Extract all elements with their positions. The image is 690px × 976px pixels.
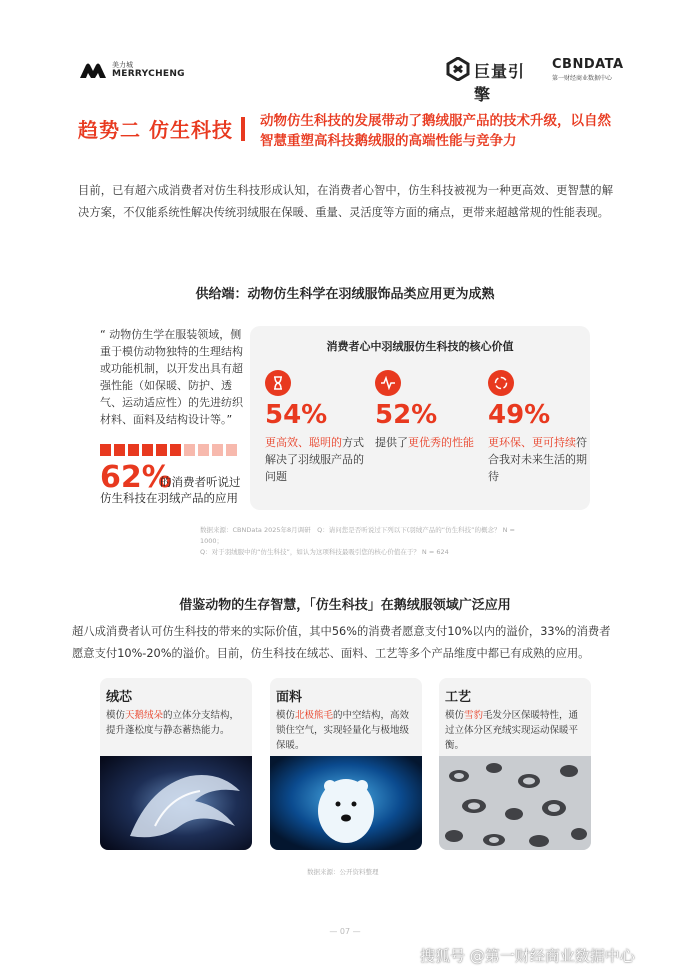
data-source: 数据来源：公开资料整理 xyxy=(307,868,379,876)
core-value-percent: 52% xyxy=(375,400,438,430)
application-card-down-core xyxy=(100,678,252,850)
filled-square xyxy=(170,444,181,456)
percent-squares xyxy=(100,444,250,458)
survey-footnote: 数据来源：CBNData 2025年8月调研 Q：请问您是否听说过下列以下(羽绒产品的“仿生科技”的概念？ N = 1000； Q：对于羽绒服中的“仿生科技”，如认为这项科技最吸引您的核心价值在于？ N = 624 xyxy=(200,526,515,556)
filled-square xyxy=(142,444,153,456)
merrycheng-cn: 美力城 xyxy=(112,61,133,69)
card-title: 绒芯 xyxy=(106,690,133,705)
filled-square xyxy=(100,444,111,456)
bionics-quote: “ 动物仿生学在服装领域，侧重于模仿动物独特的生理结构或功能机制，以开发出具有超强性能（如保暖、防护、透气、运动适应性）的先进纺织材料、面料及结构设计等。” xyxy=(100,328,243,426)
intro-paragraph: 目前，已有超六成消费者对仿生科技形成认知，在消费者心智中，仿生科技被视为一种更高效、更智慧的解决方案，不仅能系统性解决传统羽绒服在保暖、重量、灵活度等方面的痛点，更带来超越常规的性能表现。 xyxy=(78,184,613,219)
oceanengine-logo xyxy=(446,57,532,104)
empty-square xyxy=(226,444,237,456)
card-title: 面料 xyxy=(276,690,303,705)
filled-square xyxy=(114,444,125,456)
core-value-title: 消费者心中羽绒服仿生科技的核心价值 xyxy=(326,340,514,353)
card-desc: 模仿雪豹毛发分区保暖特性，通过立体分区充绒实现运动保暖平衡。 xyxy=(445,710,579,751)
cbndata-logo xyxy=(552,57,622,83)
filled-square xyxy=(128,444,139,456)
bionic-section-title: 借鉴动物的生存智慧，「仿生科技」在鹅绒服领域广泛应用 xyxy=(179,598,511,613)
merrycheng-logo xyxy=(80,60,190,82)
hourglass-icon xyxy=(265,370,291,396)
supply-section-title: 供给端：动物仿生科学在羽绒服饰品类应用更为成熟 xyxy=(195,287,495,302)
core-value-desc: 更环保、更可持续符合我对未来生活的期待 xyxy=(488,436,587,483)
card-desc: 模仿天鹅绒朵的立体分支结构，提升蓬松度与静态蓄热能力。 xyxy=(106,710,240,736)
awareness-text-a: 的消费者听说过 xyxy=(160,475,241,489)
core-value-item xyxy=(488,370,588,485)
core-value-card xyxy=(250,326,590,510)
pulse-icon xyxy=(375,370,401,396)
filled-square xyxy=(156,444,167,456)
empty-square xyxy=(212,444,223,456)
empty-square xyxy=(198,444,209,456)
oceanengine-mark-icon xyxy=(446,57,470,81)
card-title: 工艺 xyxy=(445,690,472,705)
awareness-percent: 62% xyxy=(100,460,172,495)
merrycheng-en: MERRYCHENG xyxy=(112,69,185,79)
merrycheng-mark-icon xyxy=(80,62,106,78)
page-number: — 07 — xyxy=(329,927,361,936)
card-desc: 模仿北极熊毛的中空结构，高效锁住空气，实现轻量化与极地级保暖。 xyxy=(276,710,410,751)
trend-divider xyxy=(241,117,245,141)
core-value-percent: 54% xyxy=(265,400,328,430)
snow-leopard-fur-image xyxy=(439,756,591,850)
watermark: 搜狐号 @第一财经商业数据中心 xyxy=(420,947,635,965)
recycle-icon xyxy=(488,370,514,396)
awareness-text-b: 仿生科技在羽绒产品的应用 xyxy=(100,491,238,505)
cbndata-name: CBNDATA xyxy=(552,57,624,72)
swan-image xyxy=(100,756,252,850)
cbndata-sub: 第一财经商业数据中心 xyxy=(552,75,613,82)
core-value-item xyxy=(265,370,365,485)
empty-square xyxy=(184,444,195,456)
core-value-percent: 49% xyxy=(488,400,551,430)
bionic-paragraph: 超八成消费者认可仿生科技的带来的实际价值，其中56%的消费者愿意支付10%以内的溢价，33%的消费者愿意支付10%-20%的溢价。目前，仿生科技在绒芯、面料、工艺等多个产品维度中都已有成熟的应用。 xyxy=(72,625,611,660)
application-card-craft xyxy=(439,678,591,850)
polar-bear-image xyxy=(270,756,422,850)
core-value-desc: 提供了更优秀的性能 xyxy=(375,436,474,449)
trend-tag: 趋势二 仿生科技 xyxy=(78,118,233,142)
oceanengine-name: 巨量引擎 xyxy=(474,62,526,104)
core-value-desc: 更高效、聪明的方式解决了羽绒服产品的问题 xyxy=(265,436,364,483)
core-value-item xyxy=(375,370,475,451)
application-card-fabric xyxy=(270,678,422,850)
trend-description: 动物仿生科技的发展带动了鹅绒服产品的技术升级，以自然智慧重塑高科技鹅绒服的高端性能与竞争力 xyxy=(260,113,611,149)
